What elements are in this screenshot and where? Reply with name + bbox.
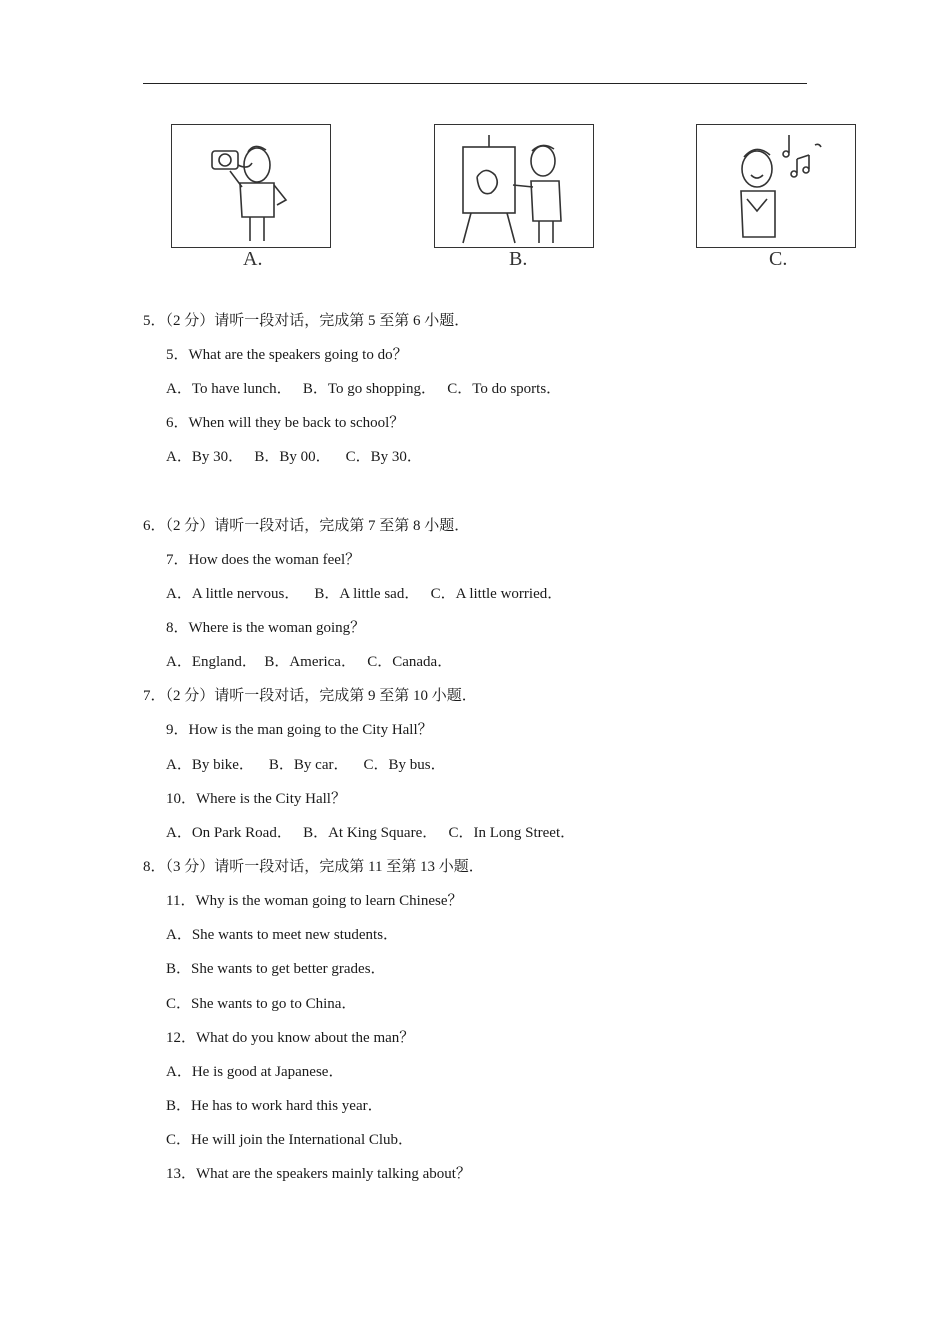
- question-7-header: 7．（2 分）请听一段对话，完成第 9 至第 10 小题．: [143, 688, 477, 704]
- item-10-prompt: 10．Where is the City Hall？: [166, 791, 346, 807]
- picture-c: [696, 124, 856, 248]
- painting-man-icon: [435, 125, 593, 247]
- item-6-prompt: 6．When will they be back to school？: [166, 415, 405, 431]
- music-man-icon: [697, 125, 855, 247]
- question-5-header: 5．（2 分）请听一段对话，完成第 5 至第 6 小题．: [143, 313, 470, 329]
- item-5-prompt: 5．What are the speakers going to do？: [166, 347, 408, 363]
- item-12-option-c: C．He will join the International Club．: [166, 1132, 414, 1148]
- question-6-header: 6．（2 分）请听一段对话，完成第 7 至第 8 小题．: [143, 518, 470, 534]
- header-rule: [143, 83, 807, 84]
- item-6-options: A．By 30． B．By 00． C．By 30．: [166, 449, 422, 465]
- item-8-options: A．England． B．America． C．Canada．: [166, 654, 453, 670]
- item-7-prompt: 7．How does the woman feel？: [166, 552, 361, 568]
- item-10-options: A．On Park Road． B．At King Square． C．In Long Street．: [166, 825, 576, 841]
- item-12-option-b: B．He has to work hard this year．: [166, 1098, 383, 1114]
- picture-a: [171, 124, 331, 248]
- item-11-option-c: C．She wants to go to China．: [166, 996, 357, 1012]
- item-11-prompt: 11．Why is the woman going to learn Chinese？: [166, 893, 463, 909]
- picture-c-label: C.: [769, 248, 788, 270]
- picture-b-label: B.: [509, 248, 528, 270]
- item-12-option-a: A．He is good at Japanese．: [166, 1064, 344, 1080]
- item-11-option-b: B．She wants to get better grades．: [166, 961, 386, 977]
- picture-a-label: A.: [243, 248, 263, 270]
- item-9-prompt: 9．How is the man going to the City Hall？: [166, 722, 433, 738]
- item-9-options: A．By bike． B．By car． C．By bus．: [166, 757, 446, 773]
- item-8-prompt: 8．Where is the woman going？: [166, 620, 366, 636]
- question-8-header: 8．（3 分）请听一段对话，完成第 11 至第 13 小题．: [143, 859, 484, 875]
- item-5-options: A．To have lunch． B．To go shopping． C．To do sports．: [166, 381, 562, 397]
- item-12-prompt: 12．What do you know about the man？: [166, 1030, 415, 1046]
- picture-b: [434, 124, 594, 248]
- camera-man-icon: [172, 125, 330, 247]
- item-11-option-a: A．She wants to meet new students．: [166, 927, 399, 943]
- item-13-prompt: 13．What are the speakers mainly talking about？: [166, 1166, 471, 1182]
- item-7-options: A．A little nervous． B．A little sad． C．A little worried．: [166, 586, 563, 602]
